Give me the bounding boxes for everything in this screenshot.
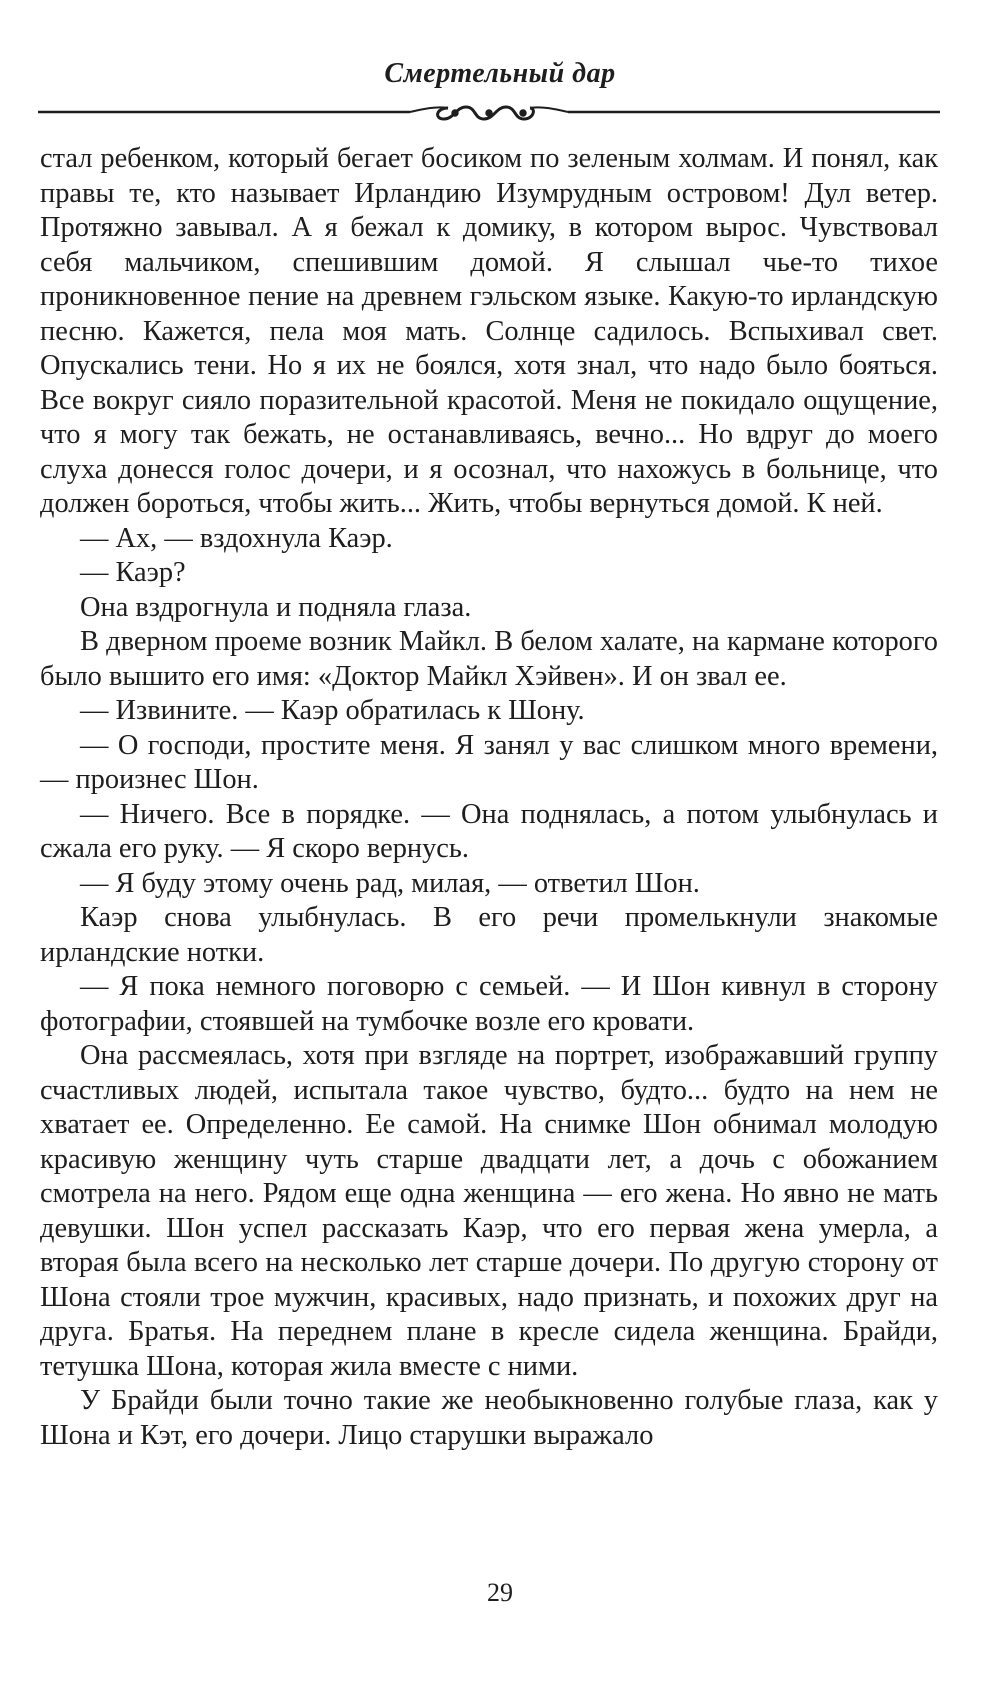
paragraph: стал ребенком, который бегает босиком по зеленым холмам. И понял, как правы те, кто называет Ирландию Изумрудным островом! Дул ветер. Протяжно завывал. А я бежал к домику, в котором вырос. Чувствовал себя мальчиком, спешившим домой. Я слышал чье-то тихое проникновенное пение на древнем гэльском языке. Какую-то ирландскую песню. Кажется, пела моя мать. Солнце садилось. Вспыхивал свет. Опускались тени. Но я их не боялся, хотя знал, что надо было бояться. Все вокруг сияло поразительной красотой. Меня не покидало ощущение, что я могу так бежать, не останавливаясь, вечно... Но вдруг до моего слуха донесся голос дочери, и я осознал, что нахожусь в больнице, что должен бороться, чтобы жить... Жить, чтобы вернуться домой. К ней. <box>40 143 938 519</box>
paragraph: У Брайди были точно такие же необыкновенно голубые глаза, как у Шона и Кэт, его дочери. Лицо старушки выражало <box>40 1385 938 1451</box>
paragraph: — Извините. — Каэр обратилась к Шону. <box>80 695 585 726</box>
page-number: 29 <box>487 1578 513 1607</box>
main-text <box>40 142 938 1453</box>
paragraph: Она вздрогнула и подняла глаза. <box>80 591 472 623</box>
running-title: Смертельный дар <box>384 58 616 89</box>
paragraph: — Я буду этому очень рад, милая, — ответил Шон. <box>80 867 700 899</box>
paragraph: В дверном проеме возник Майкл. В белом халате, на кармане которого было вышито его имя: «Доктор Майкл Хэйвен». И он звал ее. <box>40 626 938 692</box>
paragraph: Каэр снова улыбнулась. В его речи промелькнули знакомые ирландские нотки. <box>40 902 938 968</box>
paragraph: — Ничего. Все в порядке. — Она поднялась, а потом улыбнулась и сжала его руку. — Я скоро вернусь. <box>40 798 938 864</box>
paragraph: — Ах, — вздохнула Каэр. <box>80 522 393 554</box>
paragraph: — Каэр? <box>80 557 186 588</box>
ornamental-rule-icon <box>38 99 940 125</box>
paragraph: — Я пока немного поговорю с семьей. — И Шон кивнул в сторону фотографии, стоявшей на тумбочке возле его кровати. <box>40 971 938 1037</box>
paragraph: — О господи, простите меня. Я занял у вас слишком много времени, — произнес Шон. <box>40 729 938 795</box>
paragraph: Она рассмеялась, хотя при взгляде на портрет, изображавший группу счастливых людей, испытала такое чувство, будто... будто на нем не хватает ее. Определенно. Ее самой. На снимке Шон обнимал молодую красивую женщину чуть старше двадцати лет, а дочь с обожанием смотрела на него. Рядом еще одна женщина — его жена. Но явно не мать девушки. Шон успел рассказать Каэр, что его первая жена умерла, а вторая была всего на несколько лет старше дочери. По другую сторону от Шона стояли трое мужчин, красивых, надо признать, и похожих друг на друга. Братья. На переднем плане в кресле сидела женщина. Брайди, тетушка Шона, которая жила вместе с ними. <box>40 1040 938 1382</box>
